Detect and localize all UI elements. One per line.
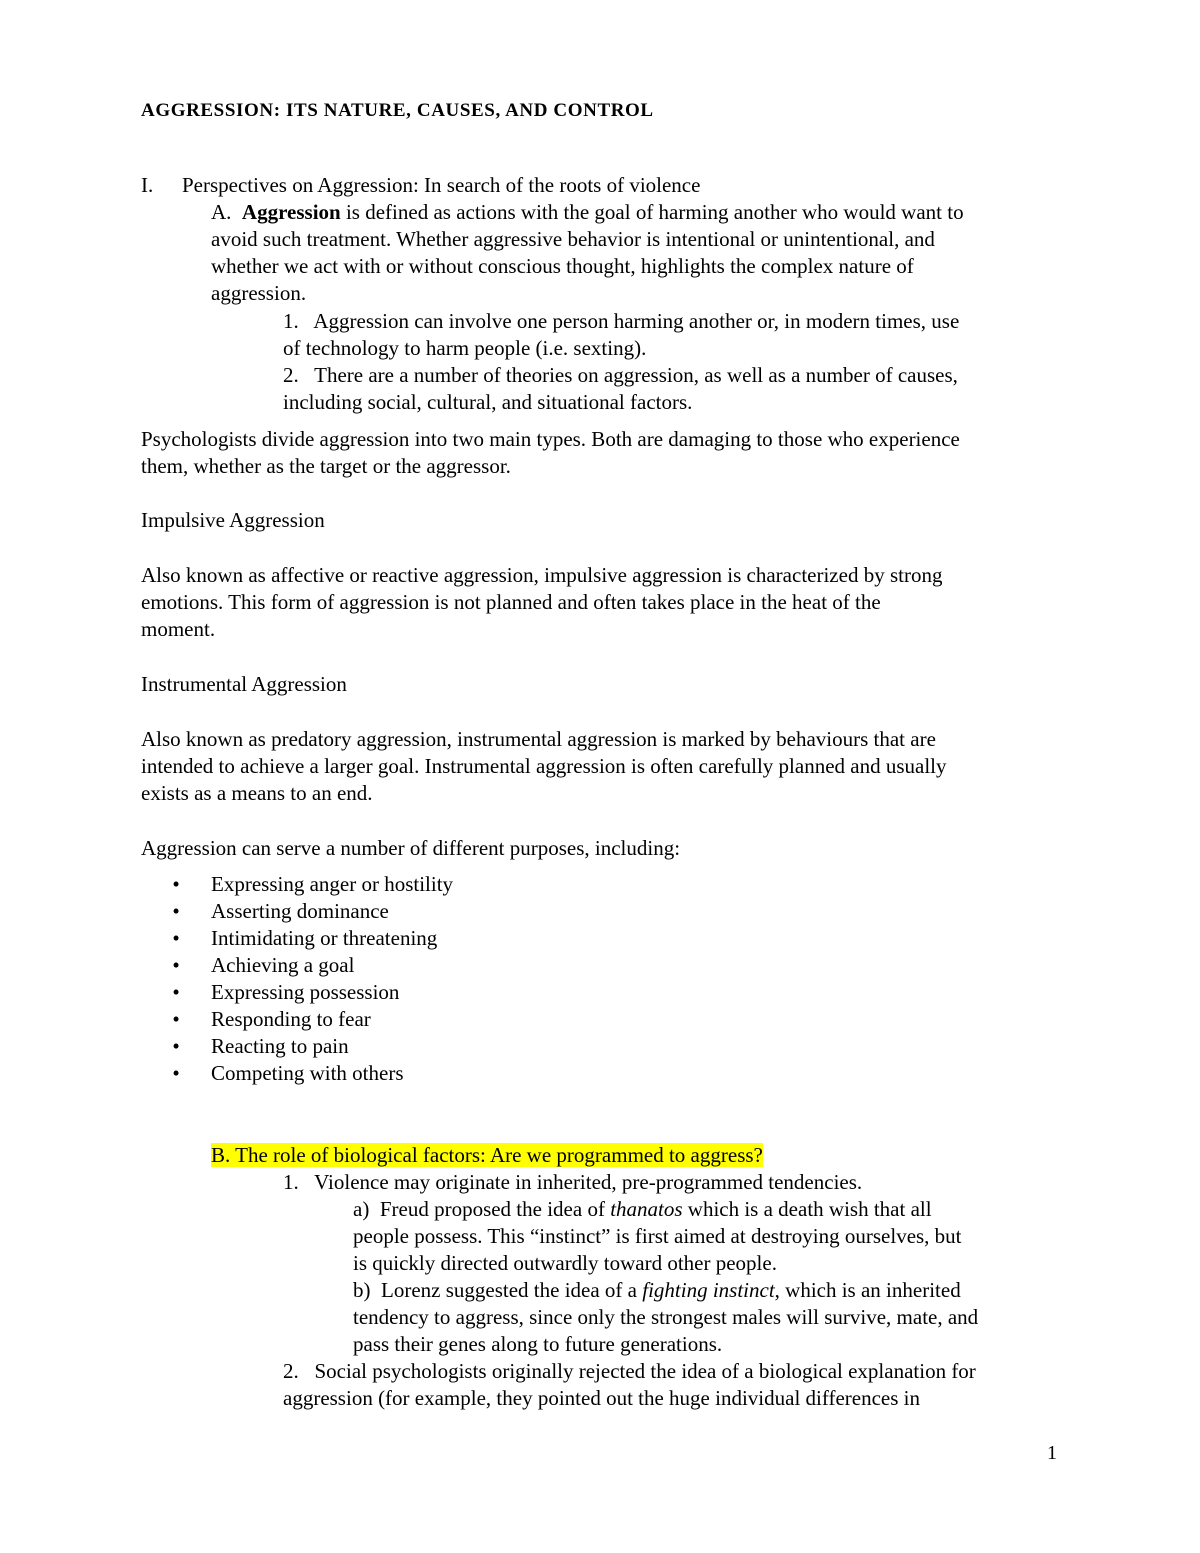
section-A-term: Aggression [241, 200, 341, 224]
bullet-icon: • [172, 1007, 180, 1031]
item-text: Aggression can involve one person harming another or, in modern times, use [313, 309, 960, 333]
list-item-text: Expressing possession [211, 980, 400, 1004]
impulsive-heading: Impulsive Aggression [141, 508, 325, 532]
item-text: There are a number of theories on aggression, as well as a number of causes, [314, 363, 958, 387]
list-item-text: Reacting to pain [211, 1034, 349, 1058]
bullet-icon: • [172, 926, 180, 950]
item-text: Freud proposed the idea of [379, 1197, 611, 1221]
item-text: including social, cultural, and situational factors. [283, 390, 693, 414]
item-marker: b) [353, 1278, 371, 1302]
section-A-item-2 [283, 362, 958, 416]
italic-term: fighting instinct [642, 1278, 775, 1302]
list-item-text: Asserting dominance [211, 899, 389, 923]
item-text: which is a death wish that all [682, 1197, 932, 1221]
page-number: 1 [1047, 1442, 1057, 1464]
item-text: people possess. This “instinct” is first aimed at destroying ourselves, but [353, 1224, 962, 1248]
section-B-item-1a [353, 1196, 962, 1277]
section-I-heading: Perspectives on Aggression: In search of the roots of violence [182, 173, 701, 197]
bullet-icon: • [172, 1034, 180, 1058]
list-item-text: Intimidating or threatening [211, 926, 438, 950]
item-marker: 2. [283, 1359, 299, 1383]
item-text: of technology to harm people (i.e. sexting). [283, 336, 647, 360]
item-text: aggression (for example, they pointed out the huge individual differences in [283, 1386, 921, 1410]
list-item-text: Competing with others [211, 1061, 404, 1085]
instrumental-paragraph [141, 726, 947, 807]
paragraph-line: Also known as affective or reactive aggression, impulsive aggression is characterized by strong [141, 563, 943, 587]
section-A-marker: A. [211, 200, 232, 224]
italic-term: thanatos [610, 1197, 683, 1221]
item-text: Lorenz suggested the idea of a [381, 1278, 643, 1302]
item-marker: a) [353, 1197, 370, 1221]
section-B-heading [211, 1142, 763, 1169]
section-I-marker: I. [141, 173, 154, 197]
item-text: Violence may originate in inherited, pre-programmed tendencies. [314, 1170, 863, 1194]
section-A-line-3: whether we act with or without conscious thought, highlights the complex nature of [211, 254, 914, 278]
section-B-heading-text: B. The role of biological factors: Are we programmed to aggress? [211, 1143, 763, 1167]
intro-paragraph [141, 426, 960, 480]
section-A-line-2: avoid such treatment. Whether aggressive behavior is intentional or unintentional, and [211, 227, 935, 251]
instrumental-heading: Instrumental Aggression [141, 672, 347, 696]
paragraph-line: exists as a means to an end. [141, 781, 373, 805]
bullet-icon: • [172, 980, 180, 1004]
bullet-icon: • [172, 872, 180, 896]
paragraph-line: Also known as predatory aggression, instrumental aggression is marked by behaviours that are [141, 727, 936, 751]
item-marker: 1. [283, 309, 299, 333]
purposes-intro: Aggression can serve a number of different purposes, including: [141, 836, 681, 860]
bullet-icon: • [172, 1061, 180, 1085]
section-B-item-1b [353, 1277, 978, 1358]
item-text: Social psychologists originally rejected the idea of a biological explanation for [314, 1359, 976, 1383]
item-text: , which is an inherited [774, 1278, 961, 1302]
item-marker: 2. [283, 363, 299, 387]
section-A [211, 199, 964, 307]
section-A-line-4: aggression. [211, 281, 307, 305]
bullet-icon: • [172, 899, 180, 923]
section-A-line-1: is defined as actions with the goal of harming another who would want to [340, 200, 964, 224]
section-B-item-2 [283, 1358, 976, 1412]
list-item-text: Responding to fear [211, 1007, 371, 1031]
section-B-item-1 [283, 1169, 862, 1196]
paragraph-line: emotions. This form of aggression is not planned and often takes place in the heat of the [141, 590, 881, 614]
impulsive-paragraph [141, 562, 942, 643]
document-title: AGGRESSION: ITS NATURE, CAUSES, AND CONTROL [141, 100, 654, 121]
list-item-text: Expressing anger or hostility [211, 872, 454, 896]
paragraph-line: moment. [141, 617, 216, 641]
paragraph-line: Psychologists divide aggression into two main types. Both are damaging to those who experience [141, 427, 960, 451]
item-text: tendency to aggress, since only the strongest males will survive, mate, and [353, 1305, 979, 1329]
section-A-item-1 [283, 308, 959, 362]
list-item-text: Achieving a goal [211, 953, 355, 977]
bullet-icon: • [172, 953, 180, 977]
item-text: is quickly directed outwardly toward other people. [353, 1251, 777, 1275]
item-text: pass their genes along to future generations. [353, 1332, 723, 1356]
paragraph-line: intended to achieve a larger goal. Instrumental aggression is often carefully planned and usually [141, 754, 947, 778]
paragraph-line: them, whether as the target or the aggressor. [141, 454, 511, 478]
item-marker: 1. [283, 1170, 299, 1194]
